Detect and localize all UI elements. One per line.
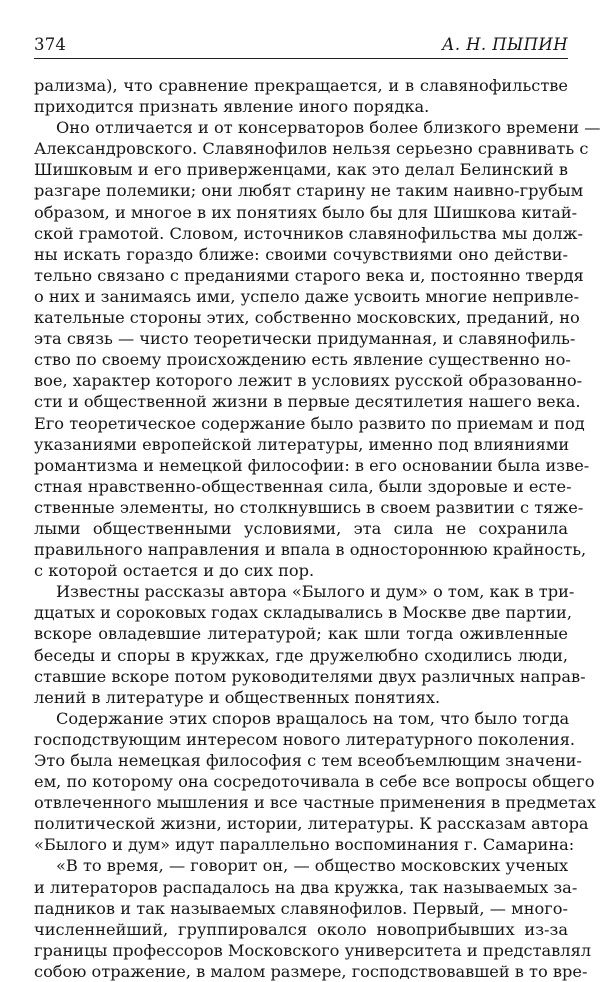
text-line: собою отражение, в малом размере, господствовавшей в то вре-: [34, 961, 588, 981]
text-line: ставшие вскоре потом руководителями двух различных направ-: [34, 666, 586, 686]
text-line: романтизма и немецкой философии: в его основании была изве-: [34, 455, 590, 475]
text-line: Александровского. Славянофилов нельзя серьезно сравнивать с: [34, 139, 589, 159]
text-line: вскоре овладевшие литературой; как шли тогда оживленные: [34, 624, 568, 644]
text-line: Шишковым и его приверженцами, как это делал Белинский в: [34, 160, 568, 180]
text-line: кательные стороны этих, собственно московских, преданий, но: [34, 308, 580, 328]
text-line: Известны рассказы автора «Былого и дум» о том, как в три-: [56, 582, 575, 602]
text-line: разгаре полемики; они любят старину не таким наивно-грубым: [34, 181, 584, 201]
text-line: ем, по которому она сосредоточивала в себе все вопросы общего: [34, 772, 595, 792]
text-line: «Былого и дум» идут параллельно воспоминания г. Самарина:: [34, 835, 575, 855]
text-line: о них и занимаясь ими, успело даже усвоить многие непривле-: [34, 286, 580, 306]
text-line: с которой остается и до сих пор.: [34, 561, 315, 581]
text-line: эта связь — чисто теоретически придуманная, и славянофиль-: [34, 329, 576, 349]
page-number: 374: [34, 35, 67, 54]
page-header: [34, 30, 568, 60]
text-line: ственные элементы, но столкнувшись в своем развитии с тяже-: [34, 497, 584, 517]
text-line: господствующим интересом нового литературного поколения.: [34, 729, 576, 749]
text-line: ской грамотой. Словом, источников славянофильства мы долж-: [34, 223, 583, 243]
body-text: [34, 75, 600, 982]
text-line: границы профессоров Московского университета и представлял: [34, 940, 592, 960]
text-line: рализма), что сравнение прекращается, и в славянофильстве: [34, 76, 568, 95]
text-line: Оно отличается и от консерваторов более близкого времени —: [56, 118, 600, 138]
text-line: тельно связано с преданиями старого века и, постоянно твердя: [34, 265, 584, 285]
text-line: беседы и споры в кружках, где дружелюбно сходились люди,: [34, 645, 568, 665]
text-line: политической жизни, истории, литературы. К рассказам автора: [34, 814, 589, 834]
text-line: ство по своему происхождению есть явление существенно но-: [34, 350, 571, 370]
text-line: «В то время, — говорит он, — общество московских ученых: [56, 856, 569, 876]
text-line: падников и так называемых славянофилов. Первый, — много-: [34, 898, 568, 918]
text-line: Его теоретическое содержание было развито по приемам и под: [34, 413, 585, 433]
text-line: численнейший, группировался около новоприбывших из-за: [34, 919, 568, 939]
text-line: лыми общественными условиями, эта сила не сохранила: [34, 518, 568, 538]
text-line: Содержание этих споров вращалось на том, что было тогда: [56, 708, 570, 728]
text-line: стная нравственно-общественная сила, были здоровые и есте-: [34, 476, 572, 496]
text-line: дцатых и сороковых годах складывались в Москве две партии,: [34, 603, 572, 623]
text-line: указаниями европейской литературы, именно под влияниями: [34, 434, 570, 454]
text-line: сти и общественной жизни в первые десятилетия нашего века.: [34, 392, 581, 412]
text-line: ны искать гораздо ближе: своими сочувствиями оно действи-: [34, 244, 568, 264]
text-line: образом, и многое в их понятиях было бы для Шишкова китай-: [34, 202, 578, 222]
header-rule: [34, 58, 568, 59]
text-line: лений в литературе и общественных понятиях.: [34, 687, 441, 707]
text-line: Это была немецкая философия с тем всеобъемлющим значени-: [34, 751, 582, 770]
text-line: правильного направления и впала в одностороннюю крайность,: [34, 540, 587, 560]
running-head: А. Н. ПЫПИН: [441, 35, 568, 54]
text-line: вое, характер которого лежит в условиях русской образованно-: [34, 371, 583, 391]
text-line: отвлеченного мышления и все частные применения в предметах: [34, 793, 596, 813]
text-line: и литераторов распадалось на два кружка, так называемых за-: [34, 877, 578, 897]
book-page: [34, 30, 600, 981]
text-line: приходится признать явление иного порядка.: [34, 97, 430, 117]
